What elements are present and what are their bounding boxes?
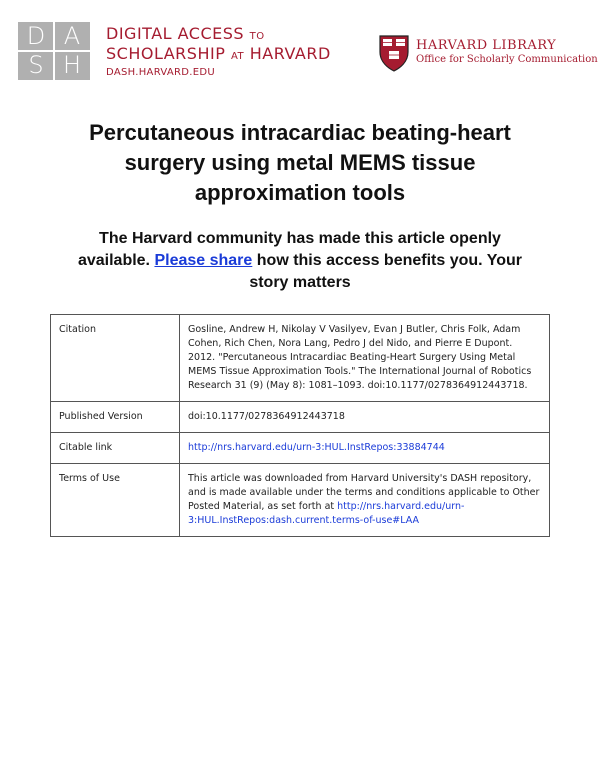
logo-letter: A [63, 22, 81, 50]
citable-link-cell [180, 433, 550, 464]
library-office: Office for Scholarly Communication [416, 54, 598, 65]
logo-letter: D [26, 22, 46, 50]
citation-value: Gosline, Andrew H, Nikolay V Vasilyev, Evan J Butler, Chris Folk, Adam Cohen, Rich Chen, Nora Lang, Pedro J del Nido, and Pierre E Dupont. 2012. "Percutaneous Intracardiac Beating-Heart Surgery Using Metal MEMS Tissue Approximation Tools." The International Journal of Robotics Research 31 (9) (May 8): 1081–1093. doi:10.1177/0278364912443718. [180, 315, 550, 402]
notice-text: how this access benefits you. Your story matters [249, 252, 523, 291]
terms-of-use-label: Terms of Use [51, 464, 180, 537]
dash-name-part: DIGITAL ACCESS [106, 24, 245, 43]
harvard-shield-icon[interactable] [378, 34, 410, 72]
dash-name-line1 [106, 24, 331, 43]
dash-name-line2 [106, 44, 331, 63]
table-row [51, 315, 550, 402]
dash-name-small: AT [230, 51, 245, 62]
citation-label: Citation [51, 315, 180, 402]
citable-link-label: Citable link [51, 433, 180, 464]
header [0, 0, 600, 90]
dash-name-part: HARVARD [249, 44, 331, 63]
terms-of-use-link[interactable]: http://nrs.harvard.edu/urn-3:HUL.InstRepos:dash.current.terms-of-use#LAA [188, 501, 465, 526]
metadata-table [50, 314, 550, 537]
please-share-link[interactable]: Please share [154, 252, 253, 269]
table-row [51, 464, 550, 537]
terms-of-use-text: This article was downloaded from Harvard University's DASH repository, and is made available under the terms and conditions applicable to Other Posted Material, as set forth at [188, 473, 540, 512]
access-notice [70, 228, 530, 294]
dash-name-small: TO [249, 31, 265, 42]
harvard-library-wordmark [416, 38, 598, 65]
published-version-value: doi:10.1177/0278364912443718 [180, 402, 550, 433]
logo-letter: H [62, 51, 82, 79]
published-version-label: Published Version [51, 402, 180, 433]
dash-url[interactable]: DASH.HARVARD.EDU [106, 67, 216, 78]
document-title: Percutaneous intracardiac beating-heart surgery using metal MEMS tissue approximation tools [89, 120, 511, 205]
dash-wordmark [106, 24, 331, 78]
library-name: HARVARD LIBRARY [416, 38, 557, 53]
citable-link[interactable]: http://nrs.harvard.edu/urn-3:HUL.InstRepos:33884744 [188, 442, 445, 453]
dash-name-part: SCHOLARSHIP [106, 44, 226, 63]
table-row [51, 402, 550, 433]
terms-of-use-cell [180, 464, 550, 537]
dash-logo[interactable] [18, 22, 90, 80]
notice-text: The Harvard community has made this article openly available. [77, 230, 501, 269]
logo-letter: S [28, 51, 44, 79]
table-row [51, 433, 550, 464]
